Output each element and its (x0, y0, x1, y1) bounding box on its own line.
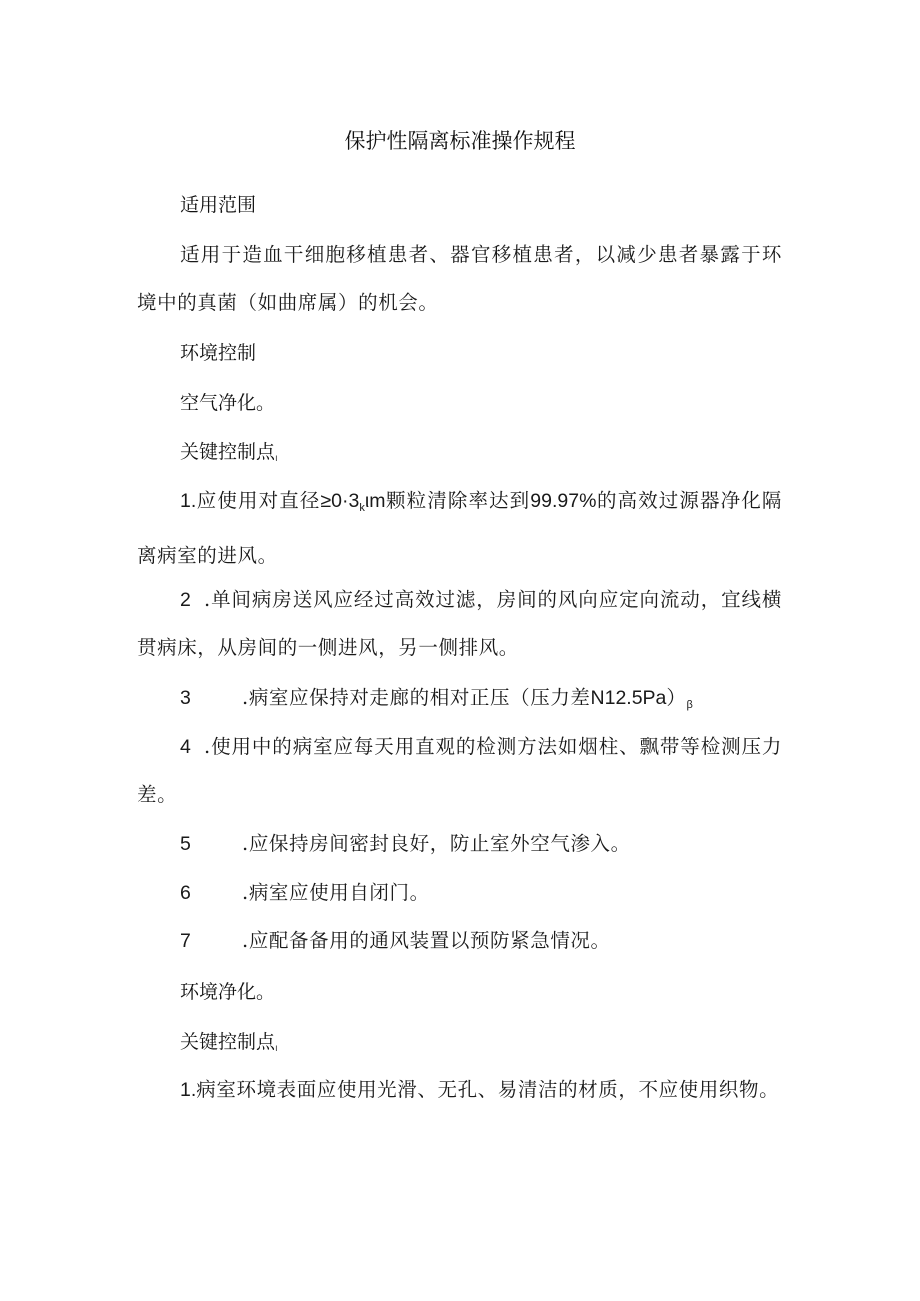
item-text: 应保持房间密封良好，防止室外空气渗入。 (248, 832, 631, 855)
item-number: 6 (180, 882, 191, 904)
section-heading-key-control-points-2 (137, 1027, 825, 1064)
item-text: 的高效过源器净化隔离病室的进风。 (137, 489, 782, 567)
item-separator: . (242, 929, 249, 952)
list-item (137, 576, 782, 672)
section-heading-environment-purification: 环境净化。 (180, 981, 276, 1003)
item-text: 颗粒清除率达到 (385, 489, 531, 512)
item-text: ） (666, 686, 687, 709)
list-item (137, 723, 782, 819)
heading-marker: ı (275, 1043, 278, 1054)
heading-text: 关键控制点 (180, 1031, 276, 1053)
item-number: 2 (180, 589, 191, 611)
list-item (137, 917, 782, 965)
item-number: 1. (180, 1079, 197, 1101)
list-item (137, 820, 782, 868)
item-trailing-mark: β (686, 699, 693, 711)
scope-paragraph: 适用于造血干细胞移植患者、器官移植患者，以减少患者暴露于环境中的真菌（如曲席属）的机会。 (137, 243, 782, 314)
item-separator: . (242, 686, 249, 709)
item-value: N12.5Pa (590, 687, 667, 709)
item-value: ≥0·3 (320, 490, 360, 512)
item-separator: . (204, 735, 211, 758)
item-text: 应使用对直径 (196, 489, 321, 512)
section-heading-air-purification: 空气净化。 (180, 392, 276, 414)
item-unit: ιm (364, 490, 386, 512)
item-text: 病室环境表面应使用光滑、无孔、易清洁的材质，不应使用织物。 (196, 1078, 780, 1101)
section-heading-environment-control: 环境控制 (180, 342, 257, 364)
item-text: 单间病房送风应经过高效过滤，房间的风向应定向流动，宜线横贯病床，从房间的一侧进风，另一侧排风。 (137, 588, 782, 659)
list-item (137, 869, 782, 917)
item-text: 病室应使用自闭门。 (248, 881, 430, 904)
item-percent: 99.97% (530, 490, 597, 512)
item-text: 应配备备用的通风装置以预防紧急情况。 (248, 929, 611, 952)
item-number: 4 (180, 736, 191, 758)
heading-marker: ı (275, 453, 278, 464)
list-item (137, 1066, 782, 1114)
item-number: 3 (180, 687, 191, 709)
item-separator: . (242, 881, 249, 904)
item-separator: . (242, 832, 249, 855)
section-heading-scope: 适用范围 (180, 194, 257, 216)
list-item (137, 477, 782, 580)
item-number: 1. (180, 490, 197, 512)
item-number: 7 (180, 930, 191, 952)
item-text: 病室应保持对走廊的相对正压（压力差 (248, 686, 591, 709)
document-title: 保护性隔离标准操作规程 (344, 129, 576, 153)
item-number: 5 (180, 833, 191, 855)
list-item (137, 674, 782, 729)
heading-text: 关键控制点 (180, 441, 276, 463)
item-separator: . (204, 588, 211, 611)
item-text: 使用中的病室应每天用直观的检测方法如烟柱、飘带等检测压力差。 (137, 735, 782, 806)
section-heading-key-control-points (137, 437, 825, 474)
item-value-subscript: k (359, 502, 365, 514)
